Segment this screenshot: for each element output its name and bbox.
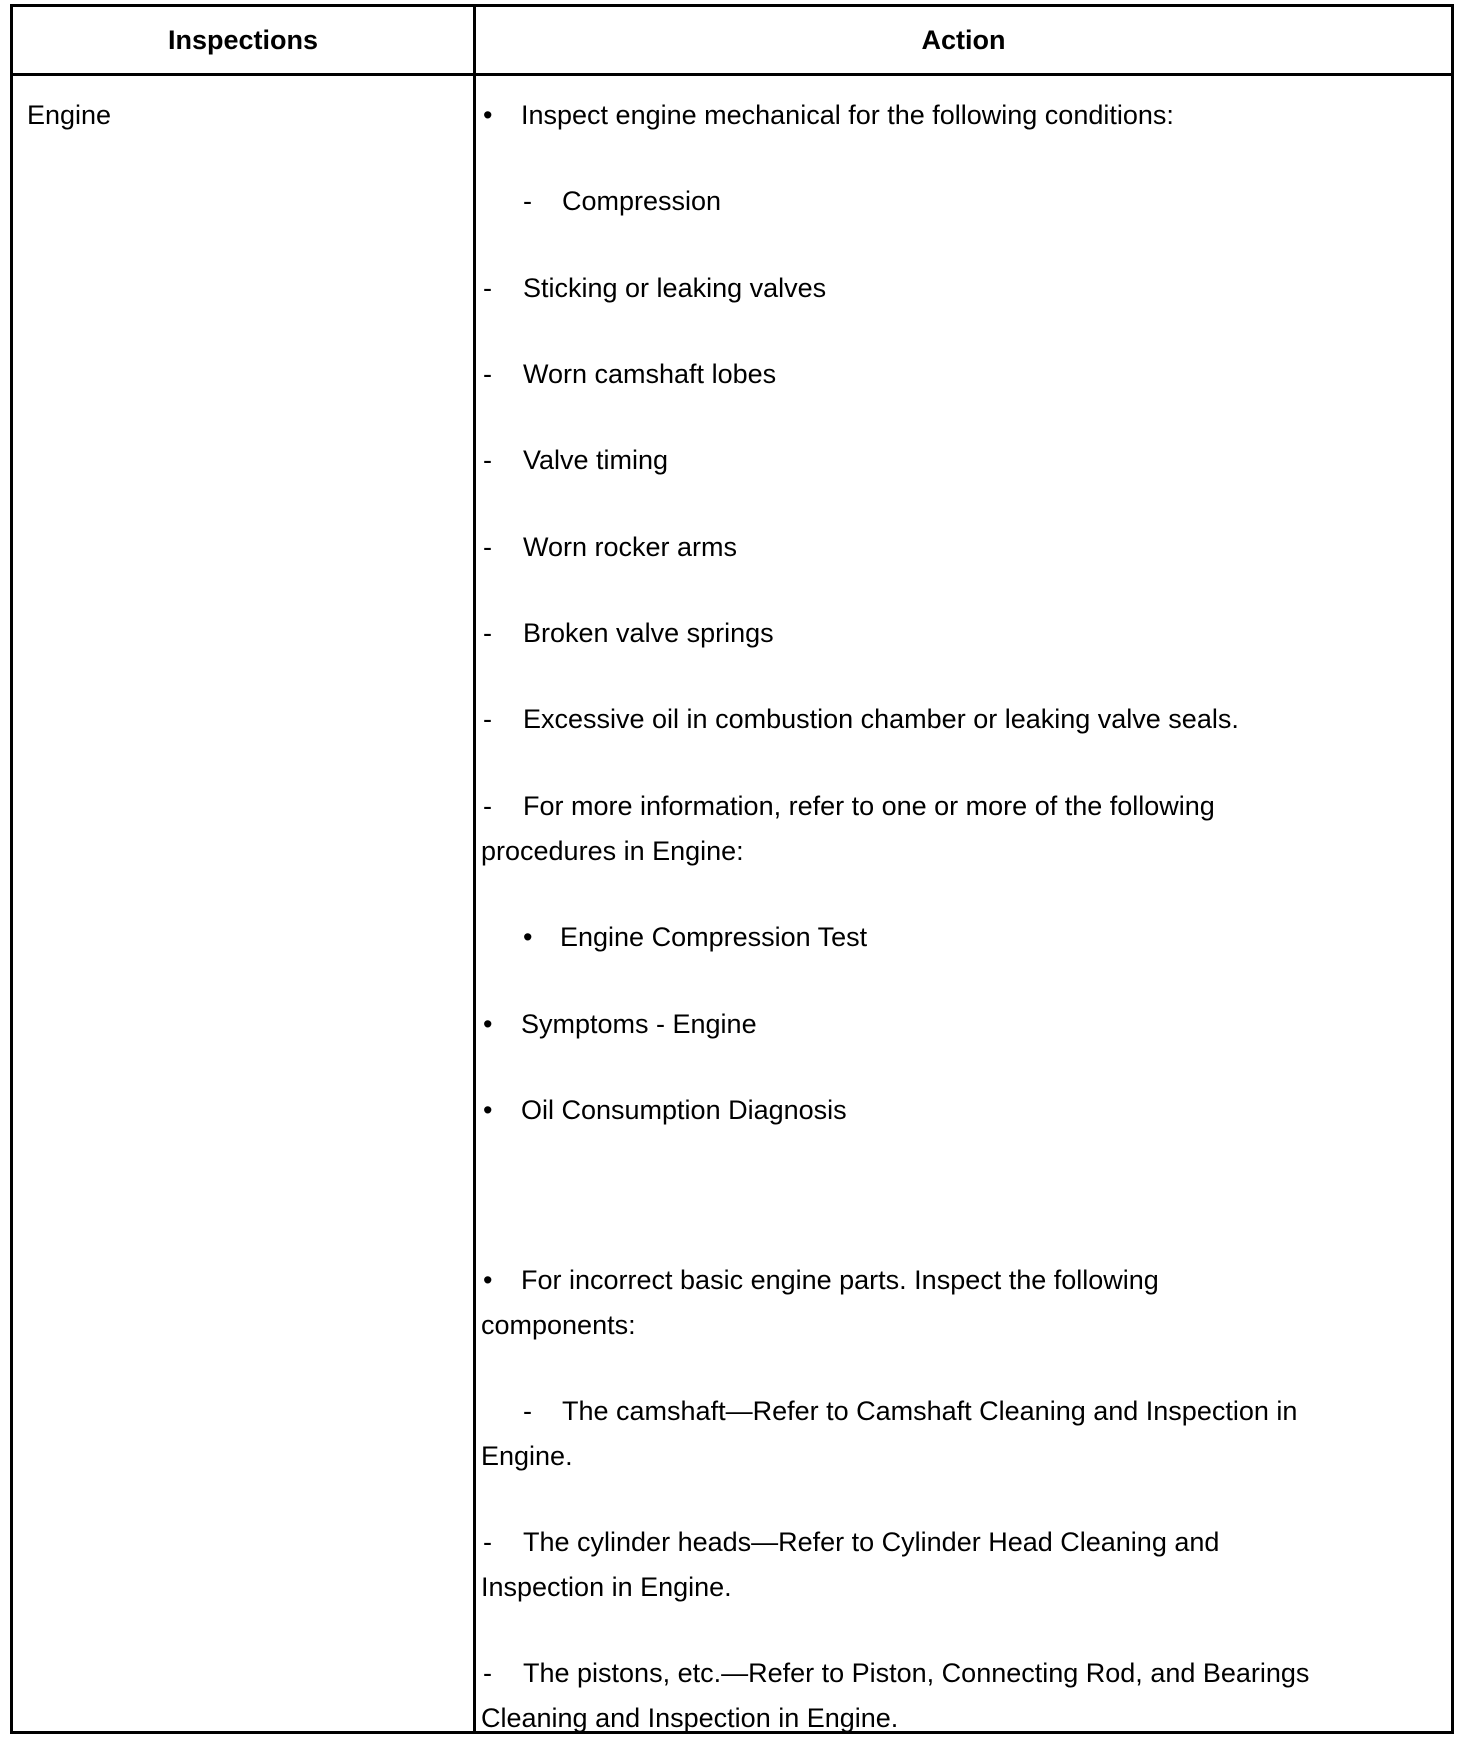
bullet-marker: • [483,1095,493,1125]
action-item: Inspect engine mechanical for the following conditions: [521,100,1174,130]
column-divider [473,7,476,1731]
action-item: Symptoms - Engine [521,1009,757,1039]
header-inspections: Inspections [167,24,319,55]
dash-marker: - [483,445,492,475]
action-item: The camshaft—Refer to Camshaft Cleaning and Inspection in [562,1396,1298,1426]
bullet-marker: • [483,100,493,130]
action-item: Valve timing [523,445,669,475]
header-divider [13,73,1451,76]
bullet-marker: • [523,922,533,952]
action-item-continuation: components: [481,1310,636,1340]
inspection-cell-engine: Engine [27,100,112,130]
action-item: Worn rocker arms [523,532,738,562]
action-item: The pistons, etc.—Refer to Piston, Connecting Rod, and Bearings [523,1658,1310,1688]
inspection-table [10,4,1454,1734]
action-item: For incorrect basic engine parts. Inspect the following [521,1265,1159,1295]
action-item: The cylinder heads—Refer to Cylinder Head Cleaning and [523,1527,1220,1557]
header-action: Action [921,24,1006,55]
action-item-continuation: procedures in Engine: [481,836,744,866]
action-item-continuation: Engine. [481,1441,573,1471]
action-item: Broken valve springs [523,618,774,648]
dash-marker: - [483,359,492,389]
dash-marker: - [483,532,492,562]
dash-marker: - [483,704,492,734]
bullet-marker: • [483,1009,493,1039]
action-item: Excessive oil in combustion chamber or leaking valve seals. [523,704,1239,734]
dash-marker: - [523,186,532,216]
action-item: Compression [562,186,722,216]
bullet-marker: • [483,1265,493,1295]
dash-marker: - [483,618,492,648]
action-item: For more information, refer to one or more of the following [523,791,1215,821]
action-item-continuation: Inspection in Engine. [481,1572,732,1602]
dash-marker: - [483,791,492,821]
action-item-continuation: Cleaning and Inspection in Engine. [481,1703,899,1733]
action-item: Worn camshaft lobes [523,359,777,389]
action-item: Engine Compression Test [560,922,868,952]
dash-marker: - [483,1658,492,1688]
action-item: Sticking or leaking valves [523,273,827,303]
dash-marker: - [483,1527,492,1557]
dash-marker: - [483,273,492,303]
action-item: Oil Consumption Diagnosis [521,1095,847,1125]
dash-marker: - [523,1396,532,1426]
